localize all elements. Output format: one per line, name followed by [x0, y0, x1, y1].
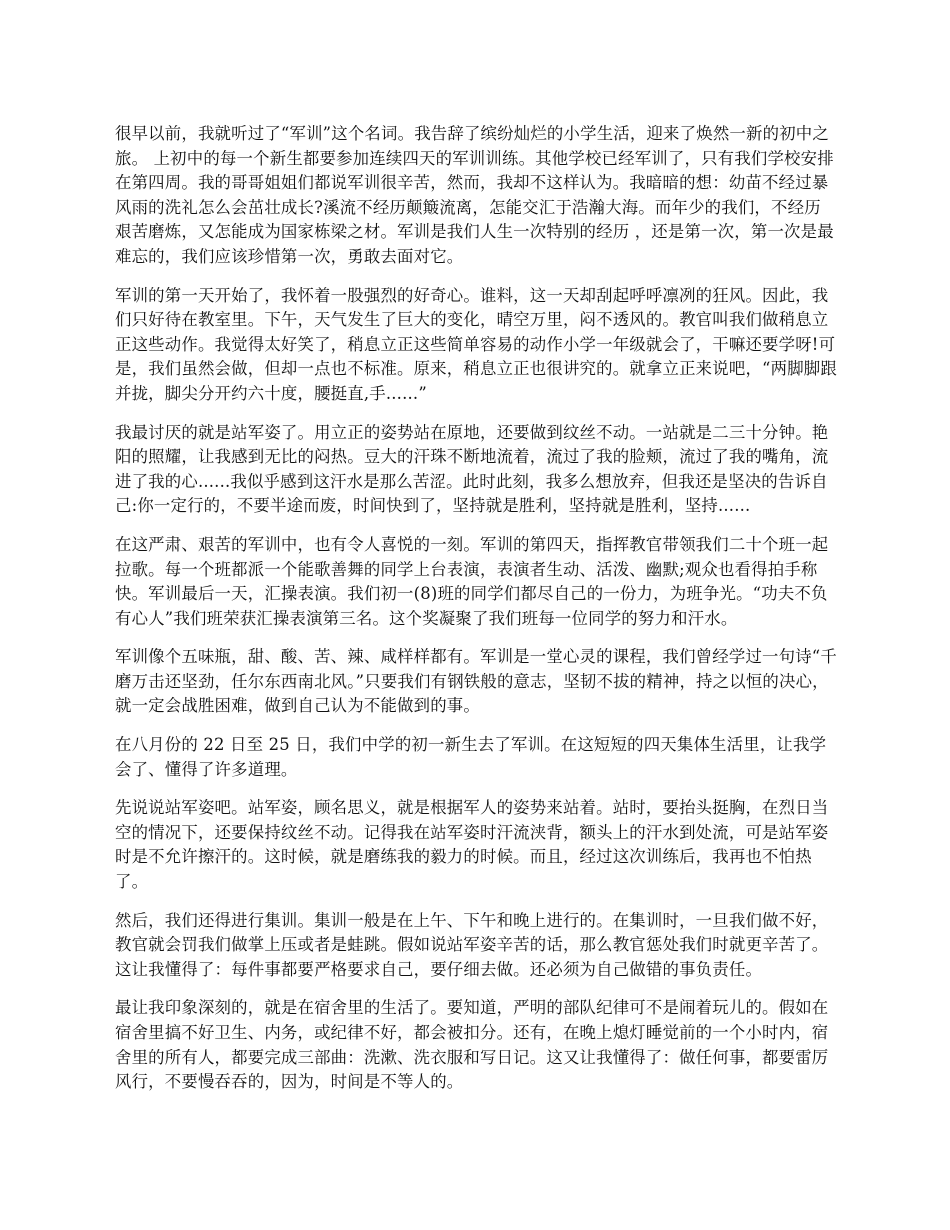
paragraph: 最让我印象深刻的，就是在宿舍里的生活了。要知道，严明的部队纪律可不是闹着玩儿的。假如在宿舍里搞不好卫生、内务，或纪律不好，都会被扣分。还有，在晚上熄灯睡觉前的一个小时内，宿舍里的所有人，都要完成三部曲：洗漱、洗衣服和写日记。这又让我懂得了：做任何事，都要雷厉风行，不要慢吞吞的，因为，时间是不等人的。 [115, 998, 829, 1092]
paragraph: 然后，我们还得进行集训。集训一般是在上午、下午和晚上进行的。在集训时，一旦我们做不好，教官就会罚我们做掌上压或者是蛙跳。假如说站军姿辛苦的话，那么教官惩处我们时就更辛苦了。这让我懂得了：每件事都要严格要求自己，要仔细去做。还必须为自己做错的事负责任。 [115, 910, 829, 979]
paragraph: 先说说站军姿吧。站军姿，顾名思义，就是根据军人的姿势来站着。站时，要抬头挺胸，在烈日当空的情况下，还要保持纹丝不动。记得我在站军姿时汗流浃背，额头上的汗水到处流，可是站军姿时是不允许擦汗的。这时候，就是磨练我的毅力的时候。而且，经过这次训练后，我再也不怕热了。 [115, 798, 829, 892]
document-body [115, 122, 837, 1109]
paragraph: 很早以前，我就听过了“军训”这个名词。我告辞了缤纷灿烂的小学生活，迎来了焕然一新的初中之旅。 上初中的每一个新生都要参加连续四天的军训训练。其他学校已经军训了，只有我们学校安排在第四周。我的哥哥姐姐们都说军训很辛苦，然而，我却不这样认为。我暗暗的想：幼苗不经过暴风雨的洗礼怎么会茁壮成长?溪流不经历颠簸流离，怎能交汇于浩瀚大海。而年少的我们，不经历艰苦磨炼，又怎能成为国家栋梁之材。军训是我们人生一次特别的经历 ，还是第一次，第一次是最难忘的，我们应该珍惜第一次，勇敢去面对它。 [115, 124, 834, 266]
paragraph: 在八月份的 22 日至 25 日，我们中学的初一新生去了军训。在这短短的四天集体生活里，让我学会了、懂得了许多道理。 [115, 735, 827, 779]
paragraph: 军训像个五味瓶，甜、酸、苦、辣、咸样样都有。军训是一堂心灵的课程，我们曾经学过一句诗“千磨万击还坚劲，任尔东西南北风。”只要我们有钢铁般的意志，坚韧不拔的精神，持之以恒的决心，就一定会战胜困难，做到自己认为不能做到的事。 [115, 647, 837, 716]
paragraph: 军训的第一天开始了，我怀着一股强烈的好奇心。谁料，这一天却刮起呼呼凛冽的狂风。因此，我们只好待在教室里。下午，天气发生了巨大的变化，晴空万里，闷不透风的。教官叫我们做稍息立正这些动作。我觉得太好笑了，稍息立正这些简单容易的动作小学一年级就会了，干嘛还要学呀!可是，我们虽然会做，但却一点也不标准。原来，稍息立正也很讲究的。就拿立正来说吧，“两脚脚跟并拢，脚尖分开约六十度，腰挺直,手......” [115, 285, 837, 403]
paragraph: 我最讨厌的就是站军姿了。用立正的姿势站在原地，还要做到纹丝不动。一站就是二三十分钟。艳阳的照耀，让我感到无比的闷热。豆大的汗珠不断地流着，流过了我的脸颊，流过了我的嘴角，流进了我的心......我似乎感到这汗水是那么苦涩。此时此刻，我多么想放弃，但我还是坚决的告诉自己:你一定行的，不要半途而废，时间快到了，坚持就是胜利，坚持就是胜利，坚持...... [115, 422, 829, 516]
paragraph: 在这严肃、艰苦的军训中，也有令人喜悦的一刻。军训的第四天，指挥教官带领我们二十个班一起拉歌。每一个班都派一个能歌善舞的同学上台表演，表演者生动、活泼、幽默;观众也看得拍手称快。军训最后一天，汇操表演。我们初一(8)班的同学们都尽自己的一份力，为班争光。“功夫不负有心人”我们班荣获汇操表演第三名。这个奖凝聚了我们班每一位同学的努力和汗水。 [115, 534, 829, 628]
